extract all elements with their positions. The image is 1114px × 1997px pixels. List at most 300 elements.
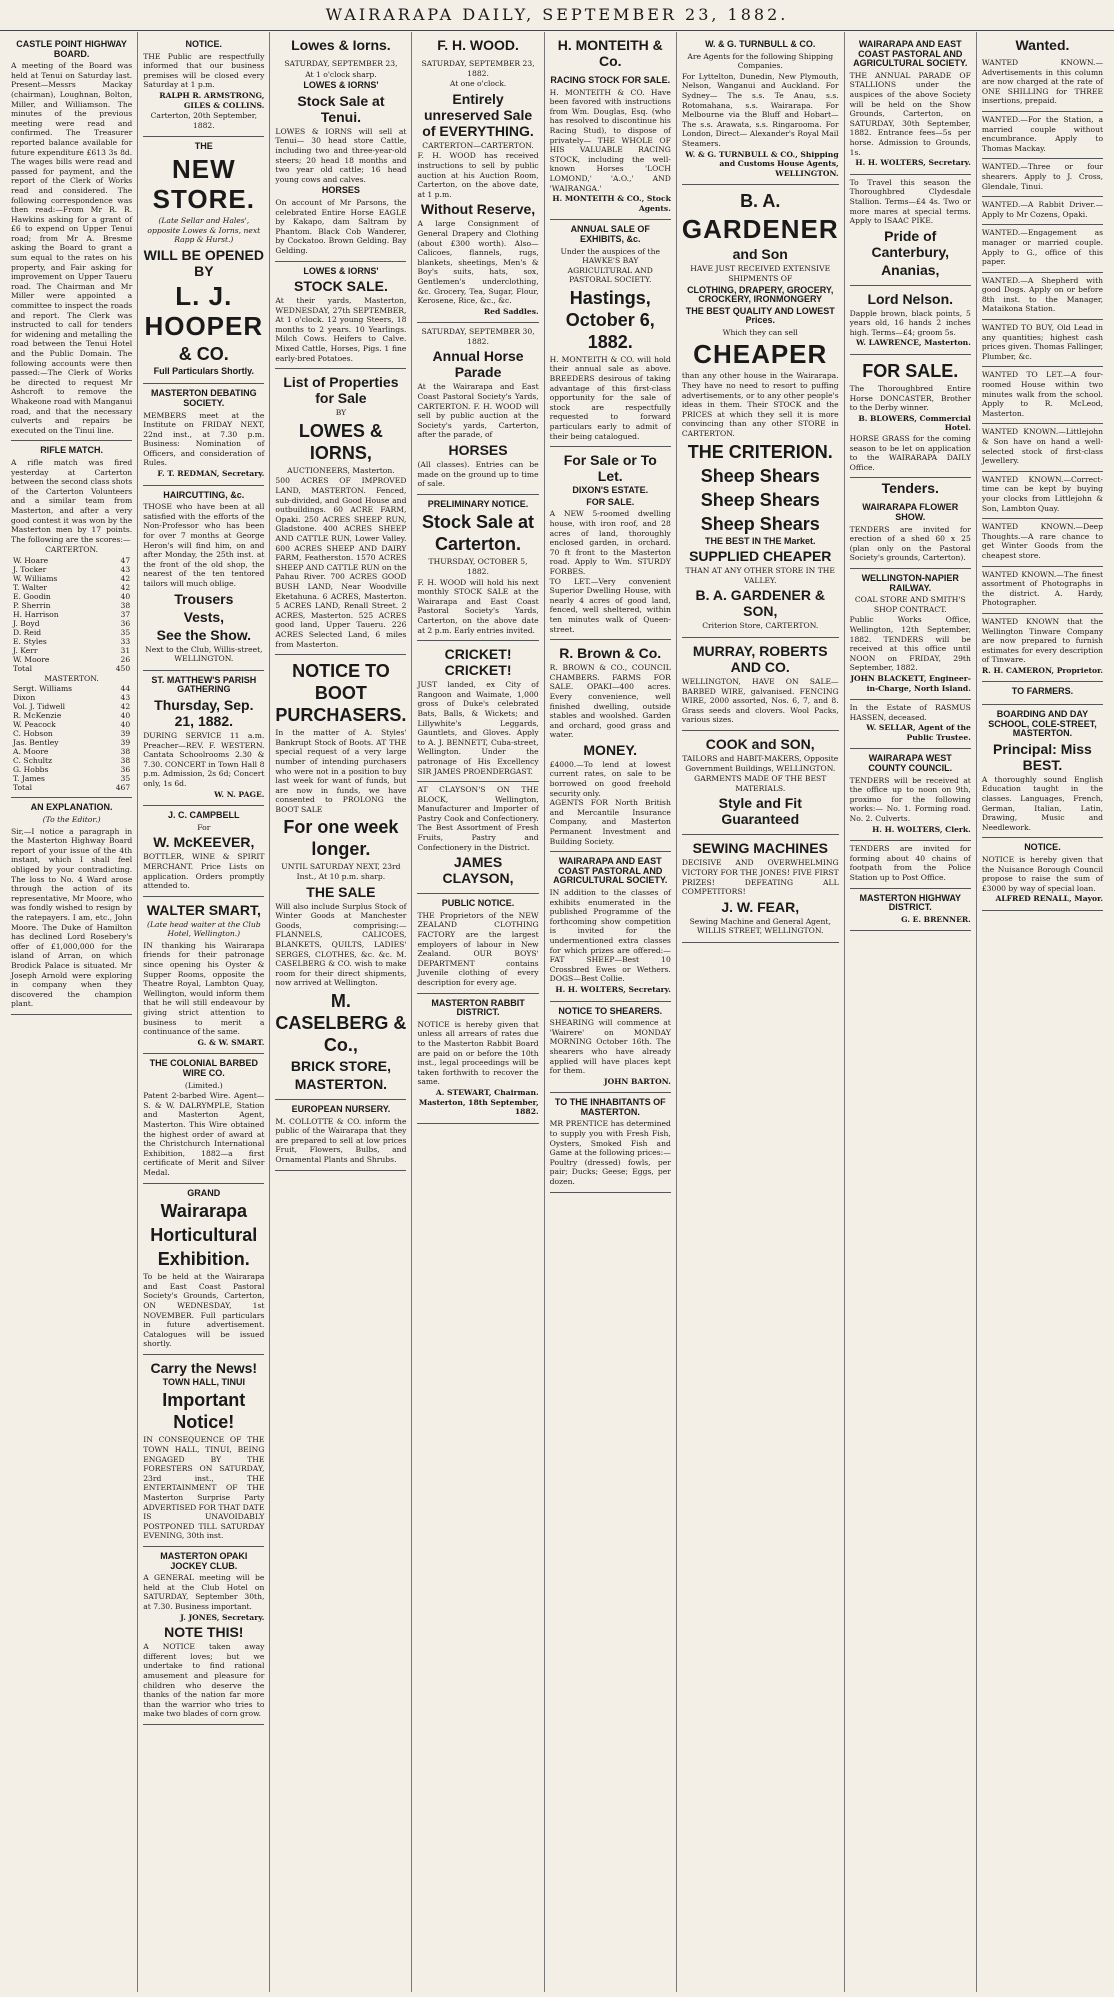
score-row: [11, 583, 132, 592]
note-text: A NOTICE taken away different loves; but we undertake to find rational amusement and pleasure for children who deserve the thanks of the nation far more than the warrior who tries to make two blades of corn grow.: [143, 1642, 265, 1719]
parish-heading: ST. MATTHEW'S PARISH GATHERING: [151, 674, 257, 695]
wood-list: A large Consignment of General Drapery and Clothing (about £300 worth). Also— Calicoes, flannels, rugs, blankets, sheetings, Men's & Boy's suits, hats, sox, Gentlemen's underclothing, &c. Grocery, Tea, Sugar, Flour, Kerosene, Rice, &c., &c.: [417, 219, 539, 306]
inhab-heading: TO THE INHABITANTS OF MASTERTON.: [554, 1097, 666, 1117]
supplied-cheaper: SUPPLIED CHEAPER: [689, 548, 832, 565]
exhibits-heading: ANNUAL SALE OF EXHIBITS, &c.: [570, 224, 650, 244]
pastoral-text: IN addition to the classes of exhibits enumerated in the published Programme of the forthcoming show competition is invited for the undermentioned extra classes for which prizes are offered:— FAT SHEEP—Best 10 Crossbred Ewes or Wethers. DOGS—Best Collie.: [549, 888, 671, 984]
vests-heading: Vests,: [183, 608, 225, 625]
agents-text: AGENTS FOR North British and Mercantile Insurance Company, and Masterton Permanent Investment and Building Society.: [549, 798, 671, 846]
campbell-name: J. C. CAMPBELL: [168, 810, 240, 821]
important-notice: Important Notice!: [162, 1390, 246, 1433]
railway-text: Public Works Office, Wellington, 12th September, 1882. TENDERS will be received at this office until NOON on FRIDAY, 29th September, 1882.: [849, 615, 971, 673]
shears-2: Sheep Shears: [700, 489, 820, 510]
townhall-text: IN CONSEQUENCE OF THE TOWN HALL, TINUI, BEING ENGAGED BY THE FORESTERS ON SATURDAY, 23rd inst., THE ENTERTAINMENT OF THE Masterton Surprise Party ADVERTISED FOR THAT DATE IS UNAVOIDABLY POSTPONED TILL SATURDAY EVENING, 30th inst.: [143, 1435, 265, 1541]
wanted-item: WANTED KNOWN.—Correct-time can be kept by buying your clocks from Littlejohn & Son, Lambton Quay.: [982, 472, 1103, 519]
explanation-sub: (To the Editor.): [42, 815, 101, 825]
horse-grass-text: HORSE GRASS for the coming season to be let on application to the WAIRARAPA DAILY Office.: [849, 434, 971, 472]
forsale-text: A NEW 5-roomed dwelling house, with iron roof, and 28 acres of land, thoroughly enclosed garden, in orchard. 70 ft front to the Masterton road. Apply to Wm. STURDY FORBES.: [549, 509, 671, 576]
criterion-heading: THE CRITERION.: [687, 441, 833, 462]
barbed-wire-ad: [143, 1054, 264, 1183]
score-row: [11, 684, 132, 693]
parish-text: DURING SERVICE 11 a.m. Preacher—REV. F. WESTERN. Cantata Schoolrooms 2.30 & 7.30. CONCERT in Town Hall 8 p.m. Admission, 2s 6d; Concert only, 1s 6d.: [143, 730, 265, 788]
shooter-name: Jas. Bentley: [13, 738, 59, 748]
team2-total: [11, 783, 132, 792]
store-name: L. J. HOOPER: [144, 280, 264, 341]
hort-text: To be held at the Wairarapa and East Coast Pastoral Society's Grounds, Carterton, ON WEDNESDAY, 1st NOVEMBER. Full particulars in future advertisement. Catalogues will be issued shortly.: [143, 1272, 265, 1349]
wanted-item: WANTED.—Three or four shearers. Apply to J. Cross, Glendale, Tinui.: [982, 159, 1103, 197]
county-text: TENDERS will be received at the office up to noon on 9th, proximo for the following works:— No. 1. Forming road. No. 2. Culverts.: [849, 775, 971, 824]
footpath-text: TENDERS are invited for forming about 40 chains of footpath from the Police Station up to Post Office.: [849, 844, 971, 882]
horse-note: (All classes). Entries can be made on the ground up to time of sale.: [417, 460, 539, 489]
total-value: 450: [115, 663, 131, 673]
notice-date: Carterton, 20th September, 1882.: [150, 111, 257, 130]
gardener-text: HAVE JUST RECEIVED EXTENSIVE SHIPMENTS OF: [690, 264, 831, 283]
score-row: [11, 601, 132, 610]
hastings-text: H. MONTEITH & CO. will hold their annual sale as above. BREEDERS desirous of taking advantage of this first-class opportunity for the sale of stock are respectfully requested to forward particulars early to admit of their being catalogued.: [549, 354, 671, 441]
wire-text: Patent 2-barbed Wire. Agent—S. & W. DALRYMPLE, Station and Masterton Agent, Masterton. This Wire obtained the highest order of award at the Christchurch International Exhibition, 1882—a first certificate of Merit and Silver Medal.: [143, 1091, 265, 1177]
railway-sign: JOHN BLACKETT, Engineer-in-Charge, North Island.: [850, 673, 971, 693]
wood-heading: F. H. WOOD.: [437, 37, 519, 53]
cricket-ad: [417, 641, 538, 782]
columns: [6, 32, 1108, 1992]
highway-heading: MASTERTON HIGHWAY DISTRICT.: [859, 892, 961, 913]
inhabitants-ad: [550, 1093, 671, 1192]
boarding-heading: BOARDING AND DAY SCHOOL, COLE-STREET, MASTERTON.: [988, 709, 1097, 739]
total-label: Total: [13, 783, 33, 793]
gardener-ad: [682, 185, 839, 638]
racing-ad: [550, 71, 671, 220]
shooter-score: 39: [120, 729, 131, 739]
doncaster-text: The Thoroughbred Entire Horse DONCASTER, Brother to the Derby winner.: [849, 384, 971, 413]
score-row: [11, 655, 132, 664]
murray-text: WELLINGTON, HAVE ON SALE— BARBED WIRE, galvanised. FENCING WIRE, 2000 assorted, Nos. 6, 7, and 8. Grass seeds and clovers. Wool Packs, various sizes.: [681, 677, 839, 725]
shooter-name: Sergt. Williams: [13, 684, 73, 694]
shooter-score: 43: [120, 693, 131, 703]
footpath-ad: [850, 841, 971, 888]
haircut-ad: [143, 486, 264, 671]
hort-wairarapa: Wairarapa: [160, 1201, 247, 1222]
shooter-score: 38: [120, 600, 131, 610]
money-text: £4000.—To lend at lowest current rates, on sale to be borrowed on good freehold security only.: [549, 759, 671, 798]
horses-text: On account of Mr Parsons, the celebrated Entire Horse EAGLE by Kakapo, dam Saltram by Phantom. Black Cob Wanderer, by Cockatoo. Brown Gelding. Bay Gelding.: [275, 197, 407, 255]
wood-place: CARTERTON—CARTERTON.: [422, 140, 534, 150]
store-co: & CO.: [178, 343, 229, 364]
wood2-date: SATURDAY, SEPTEMBER 30, 1882.: [421, 327, 535, 346]
score-row: [11, 711, 132, 720]
horse-sub: HORSES: [448, 442, 508, 459]
tenui-time: At 1 o'clock sharp.: [305, 69, 377, 79]
boarding-text: A thoroughly sound English Education taught in the classes. Languages, French, German, Italian, Latin, Drawing, Music and Needlework.: [981, 774, 1104, 832]
parish-ad: [143, 671, 264, 806]
walter-text: IN thanking his Wairarapa friends for their patronage since opening his Oyster & Supper Rooms, opposite the Theatre Royal, Lambton Quay, Wellington, would inform them that he will still endeavour by giving strict attention to business to merit a continuance of the same.: [143, 940, 265, 1037]
shooter-name: P. Sherrin: [13, 600, 51, 610]
shearers-sign: JOHN BARTON.: [604, 1076, 671, 1086]
shearers-heading: NOTICE TO SHEARERS.: [558, 1005, 663, 1016]
notice-text: THE Public are respectfully informed that our business premises will be closed every Saturday at 1 p.m.: [143, 51, 265, 90]
horse-heading: Annual Horse Parade: [432, 348, 524, 381]
rabbit-sign: A. STEWART, Chairman. Masterton, 18th September, 1882.: [418, 1087, 539, 1117]
gardener-name: GARDENER: [681, 214, 839, 245]
boot-text: In the matter of A. Styles' Bankrupt Stock of Boots. AT THE special request of a very large number of intending purchasers who were not in a position to buy last week for want of funds, but are now in funds, we have consented to PROLONG the BOOT SALE: [275, 728, 407, 814]
sewing-heading: SEWING MACHINES: [692, 840, 828, 857]
horse-parade-ad: [417, 323, 538, 495]
stocksale-date: THURSDAY, OCTOBER 5, 1882.: [428, 557, 528, 576]
wanted-list: [982, 55, 1103, 614]
without-reserve: Without Reserve,: [420, 201, 536, 218]
doncaster-ad: [850, 355, 971, 478]
gardener-store: Criterion Store, CARTERTON.: [702, 621, 819, 631]
highway-sign: G. E. BRENNER.: [901, 914, 971, 924]
wanted-item: WANTED.—For the Station, a married couple without encumbrance. Apply to Thomas Mackay.: [982, 112, 1103, 159]
shooter-name: J. Tocker: [13, 564, 47, 574]
cook-ad: [682, 731, 839, 835]
shooter-name: E. Styles: [13, 636, 47, 646]
store-full: Full Particulars Shortly.: [153, 365, 254, 376]
railway-ad: [850, 569, 971, 700]
caselberg-name: M. CASELBERG & Co.,: [275, 991, 407, 1055]
board-text: A meeting of the Board was held at Tenui on Saturday last. Present—Messrs Mackay (chairman), Loughnan, Bolton, Miller, and Williamson. The minutes of the previous meeting were read and confirmed. The Treasurer reported balance available for future expenditure £613 3s 8d. The wages bills were read and passed for payment, and the report of the Clerk of Works read and considered. The following correspondence was then read:—From Mr R. R. Hawkins asking for a grant of £6 to expend on Upper Tenui road; from Mr A. Bresme asking the Board to grant a sum equal to the rates on his property, and Fair asking for improvement on Upper Taueru road. The Chairman and Mr Miller were appointed a committee to inspect the roads and report. The Clerk was instructed to call for tenders for widening and metalling the road between the Tenui Hotel and the Public Domain. The following accounts were then passed:—The Clerk of Works be directed to request Mr Ashcroft to remove the Whakeone road with Manganui road, and that the necessary culverts and repairs be executed on the Tinui line.: [11, 61, 133, 435]
column-4: [412, 32, 544, 1992]
team1-label: CARTERTON.: [45, 545, 99, 555]
cricket-text: JUST landed, ex City of Rangoon and Waimate, 1,000 gross of Duke's celebrated Bats, Balls, & Wickets; and Lillywhite's Leggards, Gauntlets, and Gloves. Apply to A. J. BENNETT, Cuba-street, Wellington. Under the patronage of His Excellency SIR JAMES PROENDERGAST.: [417, 680, 539, 776]
principal: Principal: Miss BEST.: [993, 740, 1092, 773]
exhibits-ad: [550, 220, 671, 447]
wanted-heading: Wanted.: [1015, 37, 1070, 53]
brown-text: R. BROWN & CO., COUNCIL CHAMBERS. FARMS FOR SALE. OPAKI—400 acres. Every convenience, well finished dwelling, outside stables and woolshed. Garden and orchard, good grass and water.: [549, 663, 671, 740]
shooter-score: 43: [120, 564, 131, 574]
gardener-which: Which they can sell: [722, 327, 798, 337]
public-heading: PUBLIC NOTICE.: [441, 898, 515, 909]
wood-text: F. H. WOOD has received instructions to sell by public auction at his Auction Room, Carterton, on the above date, at 1 p.m.: [417, 151, 539, 199]
shooter-name: J. Boyd: [13, 618, 40, 628]
tenders-heading: Tenders.: [881, 480, 939, 497]
score-row: [11, 756, 132, 765]
horticultural-ad: [143, 1184, 264, 1355]
sale-heading: THE SALE: [306, 883, 376, 900]
score-row: [11, 556, 132, 565]
shooter-score: 47: [120, 555, 131, 565]
shooter-name: C. Hobson: [13, 729, 53, 739]
sewing-ad: [682, 835, 839, 943]
show-heading: See the Show.: [156, 626, 251, 643]
column-7: [845, 32, 977, 1992]
prelim-notice: PRELIMINARY NOTICE.: [427, 498, 529, 509]
society-sign: H. H. WOLTERS, Secretary.: [855, 158, 971, 168]
shooter-score: 38: [120, 756, 131, 766]
score-row: [11, 747, 132, 756]
pastoral-ad: [550, 852, 671, 1001]
score-row: [11, 646, 132, 655]
score-row: [11, 619, 132, 628]
campbell-text: BOTTLER, WINE & SPIRIT MERCHANT. Price Lists on application. Orders promptly attended to.: [143, 852, 265, 891]
montieth-heading: H. MONTEITH & Co.: [557, 37, 663, 69]
wanted-item: WANTED.—A Rabbit Driver.—Apply to Mr Cozens, Opaki.: [982, 197, 1103, 225]
racing-sign: H. MONTEITH & CO., Stock Agents.: [552, 194, 671, 213]
walter-sub: (Late head waiter at the Club Hotel, Wellington.): [147, 919, 261, 939]
doncaster-sign: B. BLOWERS, Commercial Hotel.: [858, 413, 971, 433]
shears-3: Sheep Shears: [700, 513, 820, 534]
millar-sign: W. SELLAR, Agent of the Public Trustee.: [866, 723, 971, 742]
carry-news: Carry the News!: [150, 1359, 258, 1376]
wanted-item: WANTED KNOWN.—Advertisements in this column are now charged at the rate of ONE SHILLING for THREE insertions, prepaid.: [982, 55, 1103, 112]
notice-ad: [143, 35, 264, 137]
score-row: [11, 693, 132, 702]
railway-sub: COAL STORE AND SMITH'S SHOP CONTRACT.: [854, 595, 966, 614]
shears-best: THE BEST IN THE Market.: [704, 535, 816, 546]
pastoral-heading: WAIRARAPA AND EAST COAST PASTORAL AND AGRICULTURAL SOCIETY.: [553, 856, 668, 886]
exhibits-sub: Under the auspices of the HAWKE'S BAY AGRICULTURAL AND PASTORAL SOCIETY.: [560, 246, 660, 285]
score-row: [11, 610, 132, 619]
boot-heading: NOTICE TO BOOT PURCHASERS.: [275, 661, 407, 726]
rabbit-heading: MASTERTON RABBIT DISTRICT.: [431, 997, 525, 1018]
gardener-best: THE BEST QUALITY AND LOWEST Prices.: [685, 305, 835, 326]
jockey-heading: MASTERTON OPAKI JOCKEY CLUB.: [160, 1551, 248, 1571]
tenui-heading: Stock Sale at Tenui.: [297, 92, 385, 125]
pride-ad: [850, 175, 971, 286]
sale-text: Will also include Surplus Stock of Winter Goods at Manchester Goods, comprising:— FLANNELS, CALICOES, BLANKETS, QUILTS, LADIES' SERGES, CLOTHES, &c. &c. M. CASELBERG & CO. wish to make room for their direct shipments, now arrived at Wellington.: [275, 901, 407, 988]
total-label: Total: [13, 663, 33, 673]
gardener-cheaper: CHEAPER: [693, 339, 828, 370]
cheaper-text: than any other house in the Wairarapa. They have no need to resort to puffing advertisements, or to any other people's ideas in them. Their STOCK and the PRICES at which they sell it is more convincing than any other STORE in CARTERTON.: [681, 371, 839, 439]
shooter-score: 42: [120, 573, 131, 583]
nursery-text: M. COLLOTTE & CO. inform the public of the Wairarapa that they are prepared to sell at low prices Fruit, Flowers, Bulbs, and Ornamental Plants and Shrubs.: [275, 1116, 407, 1164]
score-row: [11, 729, 132, 738]
shooter-name: G. Hobbs: [13, 765, 49, 775]
walter-sign: G. & W. SMART.: [197, 1037, 265, 1047]
money-heading: MONEY.: [583, 741, 638, 758]
one-week: For one week longer.: [283, 817, 399, 860]
wood-time: At one o'clock.: [449, 79, 507, 89]
team1-total: [11, 664, 132, 673]
stock2-text: At their yards, Masterton, WEDNESDAY, 27th SEPTEMBER, At 1 o'clock. 12 young Steers, 18 months to 2 years. 10 Yearlings. Milch Cows. Heifers to Calve. Mixed Cattle, Horses, Pigs. 1 fine early-bred Potatoes.: [275, 296, 407, 363]
wanted-item: WANTED KNOWN.—Littlejohn & Son have on hand a well-selected stock of first-class Jewellery.: [982, 424, 1103, 471]
shooter-name: W. Williams: [13, 573, 58, 583]
wood-sign: Red Saddles.: [483, 306, 539, 316]
shooter-score: 37: [120, 609, 131, 619]
shooter-name: T. James: [13, 774, 45, 784]
shooter-score: 35: [120, 774, 131, 784]
wood-date: SATURDAY, SEPTEMBER 23, 1882.: [421, 59, 535, 78]
for-sale-ad: [550, 447, 671, 640]
column-3: [270, 32, 412, 1992]
column-8: [977, 32, 1108, 1992]
shooter-name: T. Walter: [13, 582, 48, 592]
tinware-ad: [982, 614, 1103, 683]
store-the: THE: [194, 141, 213, 152]
society-text: THE ANNUAL PARADE OF STALLIONS under the auspices of the above Society will be held on the Show Grounds, Carterton, on SATURDAY, 30th September, 1882. Entrance fees—5s per horse. Admission to Grounds, 1s.: [849, 70, 971, 157]
lord-nelson-ad: [850, 286, 971, 355]
masthead: WAIRARAPA DAILY, SEPTEMBER 23, 1882.: [0, 0, 1114, 31]
haircut-text: THOSE who have been at all satisfied with the efforts of the Non-Professor who has been for over 7 months at George Heron's will find him, on and after Monday, the 25th inst. at the front of the old shop, the nearest of the ten tentored tailors will much oblige.: [143, 502, 265, 588]
debating-text: MEMBERS meet at the Institute on FRIDAY NEXT, 22nd inst., at 7.30 p.m. Business: Nomination of Officers, and consideration of Rules.: [143, 410, 265, 468]
shooter-name: R. McKenzie: [13, 711, 62, 721]
cook-heading: COOK and SON,: [705, 735, 815, 752]
supplied-text: THAN AT ANY OTHER STORE IN THE VALLEY.: [685, 566, 835, 585]
railway-heading: WELLINGTON-NAPIER RAILWAY.: [861, 572, 959, 593]
pastoral-sign: H. H. WOLTERS, Secretary.: [555, 984, 671, 994]
tenui-date: SATURDAY, SEPTEMBER 23,: [284, 59, 398, 68]
cricket-heading: CRICKET! CRICKET!: [444, 646, 512, 679]
clayson-ad: [417, 782, 538, 894]
shooter-name: A. Moore: [13, 747, 49, 757]
score-row: [11, 637, 132, 646]
dwelling-text: TO LET.—Very convenient Superior Dwelling House, with nearly 4 acres of good land, fenced, well sheltered, within ten minutes walk of Queen-street.: [549, 576, 671, 634]
notice-heading: NOTICE.: [185, 39, 223, 49]
ananias-heading: Ananias,: [881, 261, 940, 278]
props-firm: LOWES & IORNS,: [298, 420, 383, 463]
notice-sign: RALPH R. ARMSTRONG, GILES & COLLINS.: [159, 90, 265, 110]
debating-ad: [143, 384, 264, 485]
shooter-name: D. Reid: [13, 627, 42, 637]
campbell-for: For: [197, 822, 211, 832]
trousers-heading: Trousers: [174, 590, 234, 607]
explanation-text: Sir,—I notice a paragraph in the Masterton Highway Board report of your issue of the 4th instant, which I shall feel obliged by your contradicting. The loss to No. 4 Ward arose through the action of its representative, Mr Moore, who was fondly wished to resign by the ratepayers. I am, etc., John Moore. The Duke of Hamilton has declined Lord Rosebery's offer of £1,000,000 for the island of Arran, on which Brodick Palace is situated. Mr Joseph Arnold were exploring in company when they discovered the champion plant.: [11, 826, 133, 1009]
until-text: UNTIL SATURDAY NEXT, 23rd Inst., At 10 p.m. sharp.: [281, 862, 401, 882]
show-text: Next to the Club, Willis-street, WELLINGTON.: [145, 644, 263, 664]
forsale-heading: FOR SALE.: [862, 361, 959, 382]
parish-sign: W. N. PAGE.: [214, 789, 265, 799]
farmers-heading: TO FARMERS.: [1011, 686, 1074, 697]
debating-sign: F. T. REDMAN, Secretary.: [157, 469, 265, 479]
jockey-ad: [143, 1547, 264, 1725]
loan-notice-ad: [982, 838, 1103, 911]
racing-text: H. MONTEITH & CO. Have been favored with instructions from Wm. Douglas, Esq. (who has resolved to discontinue his Racing Stud), to dispose of privately— THE WHOLE OF HIS VALUABLE RACING STOCK, including the well-known Horses 'LOCH LOMOND,' 'A.O.,' AND 'WAIRANGA.': [549, 87, 671, 193]
team2-label: MASTERTON.: [44, 673, 99, 683]
county-ad: [850, 749, 971, 841]
pride-heading: Pride of Canterbury,: [871, 227, 950, 260]
gardener-goods: CLOTHING, DRAPERY, GROCERY, CROCKERY, IRONMONGERY: [687, 284, 834, 305]
shooter-score: 26: [120, 654, 131, 664]
shears-1: Sheep Shears: [700, 465, 820, 486]
wanted-item: WANTED.—A Shepherd with good Dogs. Apply on or before 8th inst. to the Manager, Mataikona Station.: [982, 273, 1103, 320]
shooter-score: 35: [120, 627, 131, 637]
shooter-score: 31: [120, 645, 131, 655]
hort-exhibition: Exhibition.: [157, 1249, 250, 1270]
lord-heading: Lord Nelson.: [867, 290, 954, 307]
horse-text: At the Wairarapa and East Coast Pastoral Society's Yards, CARTERTON. F. H. WOOD will sell by public auction at the Society's yards, Carterton, after the parade, of: [417, 382, 539, 440]
sewing-text: DECISIVE AND OVERWHELMING VICTORY FOR THE JONES! FIVE FIRST PRIZES! DEFEATING ALL COMPETITORS!: [681, 858, 839, 897]
wood-sale: Entirely unreserved Sale of EVERYTHING.: [422, 90, 534, 139]
turnbull-sub: Are Agents for the following Shipping Companies.: [687, 51, 834, 71]
turnbull-sign: W. & G. TURNBULL & CO., Shipping and Customs House Agents, WELLINGTON.: [685, 149, 839, 178]
parish-date: Thursday, Sep. 21, 1882.: [154, 696, 254, 729]
column-6: [677, 32, 845, 1992]
shooter-name: H. Harrison: [13, 609, 59, 619]
county-sign: H. H. WOLTERS, Clerk.: [872, 824, 971, 834]
tolet-heading: For Sale or To Let.: [563, 452, 657, 485]
shooter-name: E. Goodin: [13, 591, 51, 601]
shooter-score: 42: [120, 582, 131, 592]
caselberg-addr: BRICK STORE,: [290, 1058, 391, 1074]
wire-heading: THE COLONIAL BARBED WIRE CO.: [149, 1058, 258, 1078]
hort-title: Horticultural: [150, 1225, 258, 1246]
shooter-name: W. Moore: [13, 654, 50, 664]
loan-notice-sign: ALFRED RENALL, Mayor.: [995, 894, 1104, 904]
county-heading: WAIRARAPA WEST COUNTY COUNCIL.: [868, 753, 953, 774]
murray-heading: MURRAY, ROBERTS AND CO.: [692, 643, 828, 675]
props-text: 500 ACRES OF IMPROVED LAND, MASTERTON. Fenced, sub-divided, and Good House and outbuildings. 60 ACRE FARM, Opaki. 250 ACRES SHEEP RUN, Gladstone. 400 ACRES SHEEP AND CATTLE RUN, Lower Valley. 600 ACRES SHEEP AND DAIRY FARM, Featherston. 1570 ACRES SHEEP AND CATTLE RUN on the Pahau River. 700 ACRES GOOD BUSH LAND, Near Woodville Eketahuna. 6 ACRES, Masterton. 5 ACRES LAND, Renall Street. 2 ACRES, Masterton. 525 ACRES good land, Upper Taueru. 226 ACRES Selected Land, 6 miles from Masterton.: [275, 476, 407, 649]
rabbit-text: NOTICE is hereby given that unless all arrears of rates due to the Masterton Rabbit Board are paid on or before the 10th inst., legal proceedings will be taken forthwith to recover the same.: [417, 1019, 539, 1087]
jockey-sign: J. JONES, Secretary.: [180, 1612, 265, 1622]
shooter-score: 36: [120, 765, 131, 775]
stock2-firm: LOWES & IORNS': [303, 265, 379, 276]
score-row: [11, 592, 132, 601]
fear-text: Sewing Machine and General Agent, WILLIS STREET, WELLINGTON.: [689, 916, 831, 936]
racing-heading: RACING STOCK FOR SALE.: [550, 75, 671, 85]
note-heading: NOTE THIS!: [164, 1624, 244, 1641]
shearers-text: SHEARING will commence at 'Wairere' on MONDAY MORNING October 16th. The shearers who have already applied will have places kept for them.: [549, 1018, 671, 1076]
score-row: [11, 774, 132, 783]
store-addr: (Late Sellar and Hales', opposite Lowes & Iorns, next Rapp & Hurst.): [147, 215, 261, 245]
farmers-ad: [982, 682, 1103, 705]
column-1: [6, 32, 138, 1992]
wanted-item: WANTED TO BUY, Old Lead in any quantities; highest cash prices given. Thomas Fallinger, Plumber, &c.: [982, 320, 1103, 367]
caselberg-town: MASTERTON.: [294, 1076, 388, 1092]
properties-ad: [275, 369, 406, 655]
clayson-heading: JAMES CLAYSON,: [442, 854, 514, 887]
forsale-heading: FOR SALE.: [586, 496, 635, 507]
shooter-name: W. Hoare: [13, 555, 49, 565]
loan-notice-heading: NOTICE.: [1024, 842, 1061, 853]
explanation-letter: [11, 798, 132, 1014]
shooter-score: 39: [120, 738, 131, 748]
wanted-item: WANTED TO LET.—A four-roomed House within two minutes walk from the school. Apply to R. McLeod, Masterton.: [982, 367, 1103, 424]
tinware-sign: R. H. CAMERON, Proprietor.: [981, 665, 1104, 675]
stocksale-text: F. H. WOOD will hold his next monthly STOCK SALE at the Wairarapa and East Coast Pastoral Society's Yards, Carterton, on the above date at 2 p.m. Early entries invited.: [417, 577, 539, 635]
shooter-score: 33: [120, 636, 131, 646]
fear-heading: J. W. FEAR,: [721, 898, 800, 915]
society-heading: WAIRARAPA AND EAST COAST PASTORAL AND AGRICULTURAL SOCIETY.: [853, 39, 968, 69]
props-sub: AUCTIONEERS, Masterton.: [287, 465, 395, 475]
society-ad: [850, 35, 971, 175]
dixon-heading: DIXON'S ESTATE.: [572, 485, 649, 496]
shooter-score: 40: [120, 711, 131, 721]
nursery-ad: [275, 1100, 406, 1171]
townhall-heading: TOWN HALL, TINUI: [162, 1376, 245, 1387]
score-row: [11, 628, 132, 637]
hassen-text: In the Estate of RASMUS HASSEN, deceased.: [849, 703, 971, 722]
loan-notice-text: NOTICE is hereby given that the Nuisance Borough Council propose to raise the sum of £3000 by way of special loan.: [981, 855, 1104, 893]
props-heading: List of Properties for Sale: [283, 374, 399, 407]
shooter-score: 40: [120, 720, 131, 730]
wanted-item: WANTED KNOWN.—The finest assortment of Photographs in the district. A. Hardy, Photographer.: [982, 567, 1103, 614]
brown-heading: R. Brown & Co.: [559, 645, 662, 662]
gardener-and-son: and Son: [732, 246, 788, 263]
pride-text: To Travel this season the Thoroughbred Clydesdale Stallion. Terms—£4 4s. Two or more mares at special terms. Apply to ISAAC PIKE.: [849, 177, 971, 226]
shooter-score: 40: [120, 591, 131, 601]
cook-text: GARMENTS MADE OF THE BEST MATERIALS.: [694, 774, 827, 793]
nursery-heading: EUROPEAN NURSERY.: [291, 1104, 391, 1114]
turnbull-text: For Lyttelton, Dunedin, New Plymouth, Nelson, Wanganui and Auckland. For Sydney— The s.s. Te Anau, s.s. Rotomahana, s.s. Wairarapa. For Melbourne via the Bluff and Hobart—The s.s. Arawata, s.s. Ringarooma. For London, Direct— Alexander's Royal Mail Steamers.: [681, 71, 839, 148]
inhab-text: MR PRENTICE has determined to supply you with Fresh Fish, Oysters, Smoked Fish and Game at the following prices:— Poultry (dressed) fowls, per pair; Ducks; Geese; Eggs, per dozen.: [549, 1119, 671, 1187]
hort-grand: GRAND: [187, 1187, 221, 1198]
score-row: [11, 565, 132, 574]
flower-text: TENDERS are invited for erection of a shed 60 x 25 (plan only on the Pastoral Society's grounds, Carterton).: [849, 524, 971, 563]
shooter-name: W. Peacock: [13, 720, 56, 730]
props-by: BY: [335, 408, 347, 418]
stocksale-heading: Stock Sale at Carterton.: [422, 512, 535, 555]
shooter-score: 44: [120, 684, 131, 694]
stock-sale-ad: [275, 262, 406, 370]
total-value: 467: [115, 783, 131, 793]
walter-heading: WALTER SMART,: [146, 901, 261, 918]
rifle-match-article: [11, 441, 132, 798]
score-row: [11, 765, 132, 774]
shooter-name: C. Schultz: [13, 756, 53, 766]
shooter-name: Dixon: [13, 693, 36, 703]
hastings-heading: Hastings, October 6, 1882.: [565, 287, 655, 352]
murray-ad: [682, 638, 839, 731]
